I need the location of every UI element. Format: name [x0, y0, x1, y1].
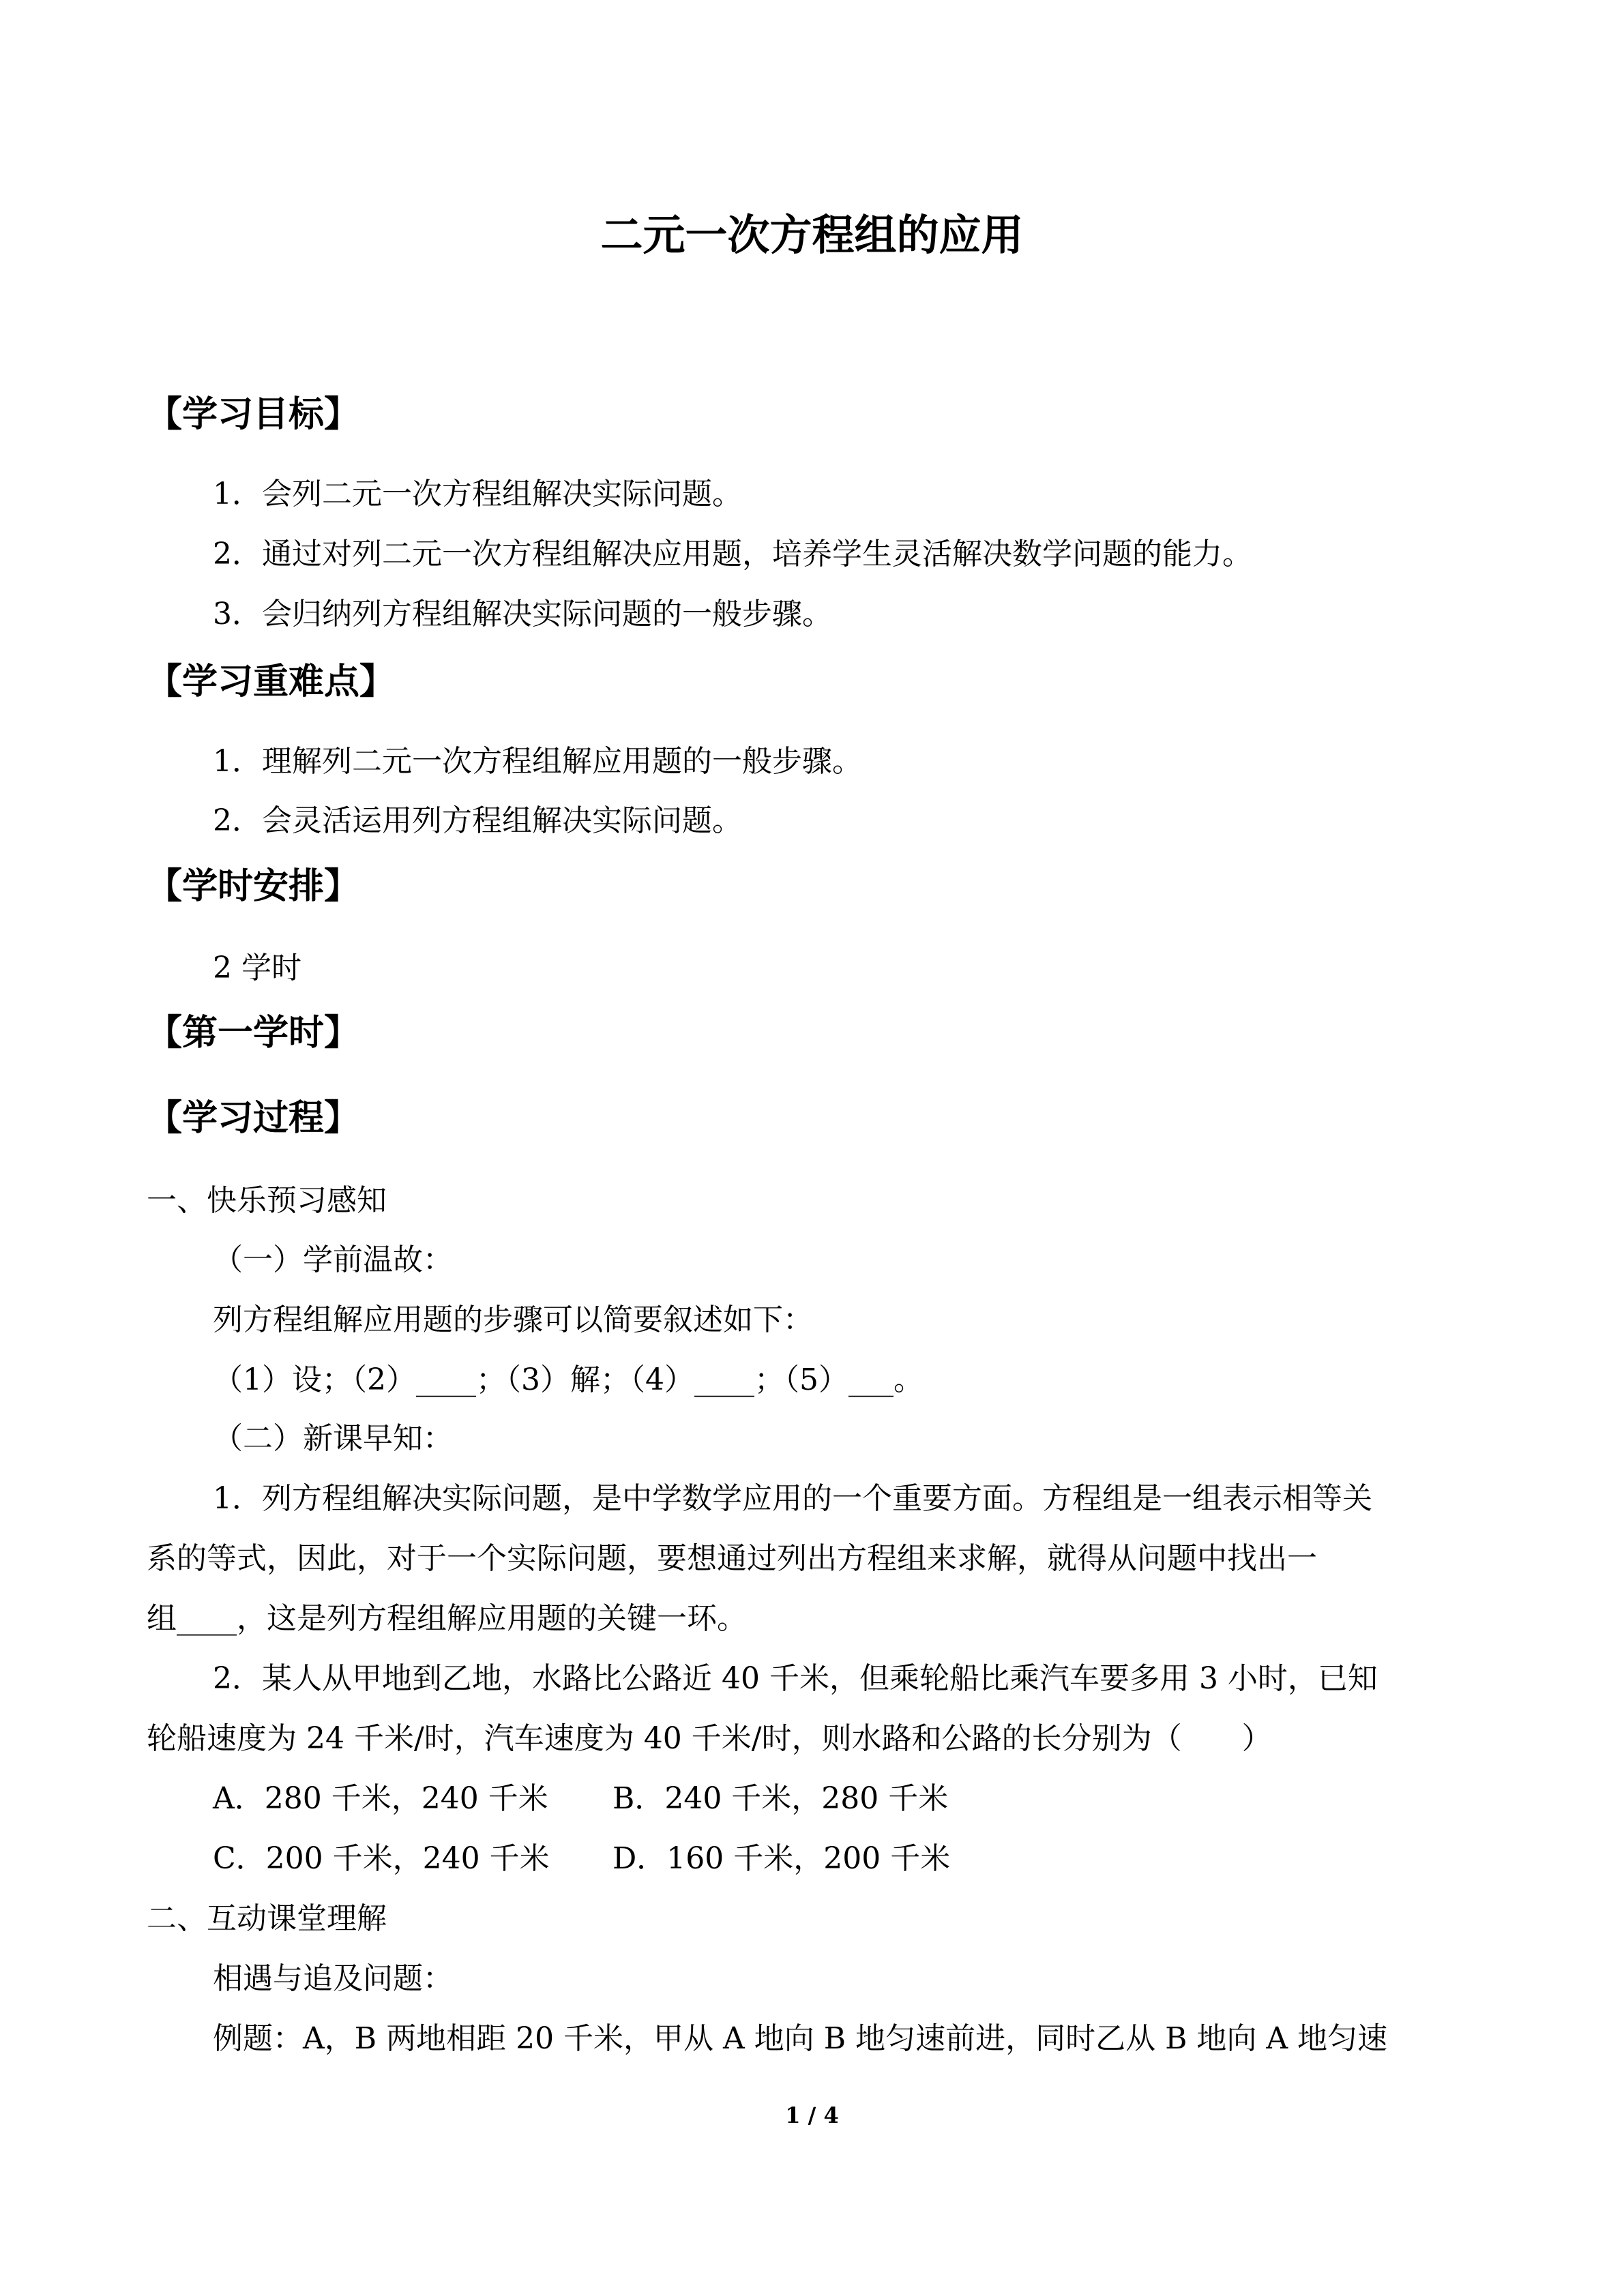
part1-title: 一、快乐预习感知 — [147, 1183, 387, 1218]
schedule-text: 2 学时 — [213, 951, 301, 985]
option-d: D．160 千米，200 千米 — [612, 1841, 951, 1876]
review-title: （一）学前温故： — [213, 1242, 453, 1277]
question2-line: 轮船速度为 24 千米/时，汽车速度为 40 千米/时，则水路和公路的长分别为（ ） — [147, 1721, 1272, 1756]
review-intro: 列方程组解应用题的步骤可以简要叙述如下： — [213, 1302, 813, 1337]
part2-title: 二、互动课堂理解 — [147, 1901, 387, 1936]
goal-item: 2．通过对列二元一次方程组解决应用题，培养学生灵活解决数学问题的能力。 — [213, 537, 1252, 571]
heading-schedule: 【学时安排】 — [147, 866, 360, 907]
heading-keypoints: 【学习重难点】 — [147, 661, 396, 702]
keypoint-item: 1．理解列二元一次方程组解应用题的一般步骤。 — [213, 744, 862, 779]
example-line: 例题：A，B 两地相距 20 千米，甲从 A 地向 B 地匀速前进，同时乙从 B 地向 A 地匀速 — [213, 2021, 1388, 2056]
new-lesson-title: （二）新课早知： — [213, 1421, 453, 1456]
option-a: A．280 千米，240 千米 — [213, 1781, 548, 1816]
question1-line: 系的等式，因此，对于一个实际问题，要想通过列出方程组来求解，就得从问题中找出一 — [147, 1541, 1317, 1576]
question1-line: 组____，这是列方程组解应用题的关键一环。 — [147, 1601, 747, 1636]
topic-line: 相遇与追及问题： — [213, 1961, 453, 1996]
option-b: B．240 千米，280 千米 — [612, 1781, 949, 1816]
heading-goals: 【学习目标】 — [147, 394, 360, 435]
question2-line: 2．某人从甲地到乙地，水路比公路近 40 千米，但乘轮船比乘汽车要多用 3 小时，已知 — [213, 1661, 1378, 1696]
goal-item: 3．会归纳列方程组解决实际问题的一般步骤。 — [213, 597, 832, 631]
question1-line: 1．列方程组解决实际问题，是中学数学应用的一个重要方面。方程组是一组表示相等关 — [213, 1481, 1372, 1516]
goal-item: 1．会列二元一次方程组解决实际问题。 — [213, 477, 742, 511]
steps-line: （1）设；（2）____；（3）解；（4）____；（5）___。 — [213, 1362, 924, 1397]
keypoint-item: 2．会灵活运用列方程组解决实际问题。 — [213, 803, 742, 838]
page-title: 二元一次方程组的应用 — [600, 210, 1024, 260]
heading-first-period: 【第一学时】 — [147, 1013, 360, 1054]
option-c: C．200 千米，240 千米 — [213, 1841, 550, 1876]
page-number: 1 / 4 — [785, 2102, 839, 2128]
heading-process: 【学习过程】 — [147, 1098, 360, 1139]
